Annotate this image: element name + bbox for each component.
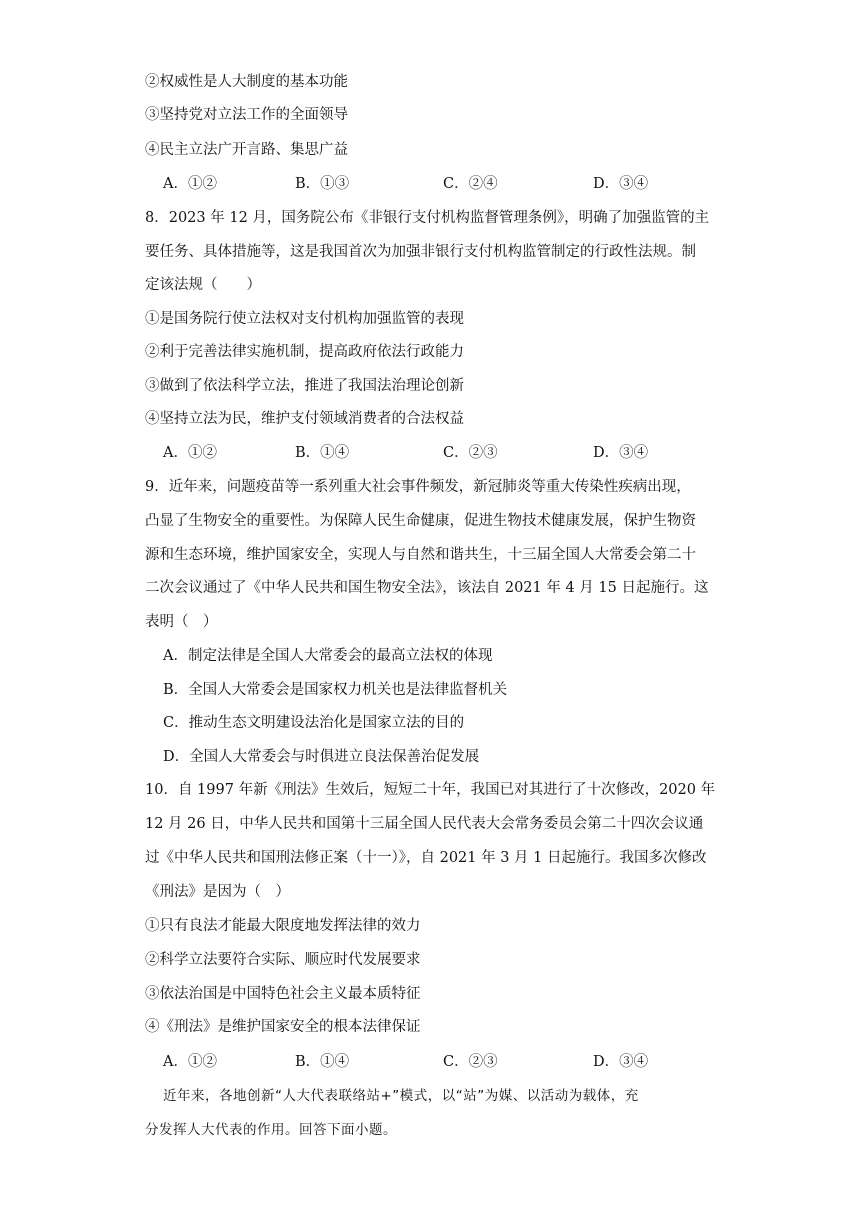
question-text-line: ③依法治国是中国特色社会主义最本质特征	[145, 986, 421, 1002]
question-text-line: 12 月 26 日，中华人民共和国第十三届全国人民代表大会常务委员会第二十四次会议通	[145, 816, 704, 832]
answer-options-row	[163, 443, 783, 463]
question-text-line: 二次会议通过了《中华人民共和国生物安全法》，该法自 2021 年 4 月 15 日起施行。这	[145, 580, 709, 596]
answer-option-d[interactable]: D．③④	[593, 176, 649, 192]
question-text-line: A．制定法律是全国人大常委会的最高立法权的体现	[163, 648, 493, 664]
answer-option-a[interactable]: A．①②	[163, 1054, 217, 1070]
material-text-line: 近年来，各地创新“人大代表联络站+”模式，以“站”为媒、以活动为载体，充	[163, 1088, 639, 1104]
question-text-line: 过《中华人民共和国刑法修正案（十一）》，自 2021 年 3 月 1 日起施行。我国多次修改	[145, 850, 707, 866]
material-text-line: 分发挥人大代表的作用。回答下面小题。	[145, 1122, 397, 1138]
question-text-line: ②科学立法要符合实际、顺应时代发展要求	[145, 952, 421, 968]
question-text-line: ③坚持党对立法工作的全面领导	[145, 107, 348, 123]
answer-option-b[interactable]: B．①④	[295, 1054, 350, 1070]
question-text-line: ④民主立法广开言路、集思广益	[145, 142, 348, 158]
question-text-line: 源和生态环境，维护国家安全，实现人与自然和谐共生，十三届全国人大常委会第二十	[145, 547, 696, 563]
question-text-line: ①是国务院行使立法权对支付机构加强监管的表现	[145, 311, 464, 327]
answer-option-a[interactable]: A．①②	[163, 176, 217, 192]
question-text-line: 《刑法》是因为（ ）	[145, 884, 290, 900]
question-text-line: 要任务、具体措施等，这是我国首次为加强非银行支付机构监管制定的行政性法规。制	[145, 244, 696, 260]
question-text-line: ②权威性是人大制度的基本功能	[145, 74, 348, 90]
question-text-line: 定该法规（ ）	[145, 277, 261, 293]
question-text-line: 8．2023 年 12 月，国务院公布《非银行支付机构监督管理条例》，明确了加强监管的主	[145, 210, 710, 226]
question-text-line: ④《刑法》是维护国家安全的根本法律保证	[145, 1019, 421, 1035]
question-text-line: 表明（ ）	[145, 614, 218, 630]
question-text-line: B．全国人大常委会是国家权力机关也是法律监督机关	[163, 682, 508, 698]
answer-option-b[interactable]: B．①③	[295, 176, 350, 192]
question-text-line: C．推动生态文明建设法治化是国家立法的目的	[163, 715, 465, 731]
question-text-line: 凸显了生物安全的重要性。为保障人民生命健康，促进生物技术健康发展，保护生物资	[145, 513, 696, 529]
question-text-line: ③做到了依法科学立法，推进了我国法治理论创新	[145, 378, 464, 394]
answer-option-c[interactable]: C．②③	[443, 1054, 498, 1070]
question-text-line: ④坚持立法为民，维护支付领域消费者的合法权益	[145, 411, 464, 427]
answer-option-c[interactable]: C．②③	[443, 445, 498, 461]
answer-option-a[interactable]: A．①②	[163, 445, 217, 461]
answer-options-row	[163, 174, 783, 194]
question-text-line: ②利于完善法律实施机制，提高政府依法行政能力	[145, 344, 464, 360]
answer-option-d[interactable]: D．③④	[593, 1054, 649, 1070]
answer-option-b[interactable]: B．①④	[295, 445, 350, 461]
question-text-line: 9．近年来，问题疫苗等一系列重大社会事件频发，新冠肺炎等重大传染性疾病出现，	[145, 479, 691, 495]
answer-options-row	[163, 1052, 783, 1072]
question-text-line: 10．自 1997 年新《刑法》生效后，短短二十年，我国已对其进行了十次修改，2020 年	[145, 782, 716, 798]
question-text-line: D．全国人大常委会与时俱进立良法保善治促发展	[163, 749, 480, 765]
answer-option-c[interactable]: C．②④	[443, 176, 498, 192]
question-text-line: ①只有良法才能最大限度地发挥法律的效力	[145, 918, 421, 934]
answer-option-d[interactable]: D．③④	[593, 445, 649, 461]
